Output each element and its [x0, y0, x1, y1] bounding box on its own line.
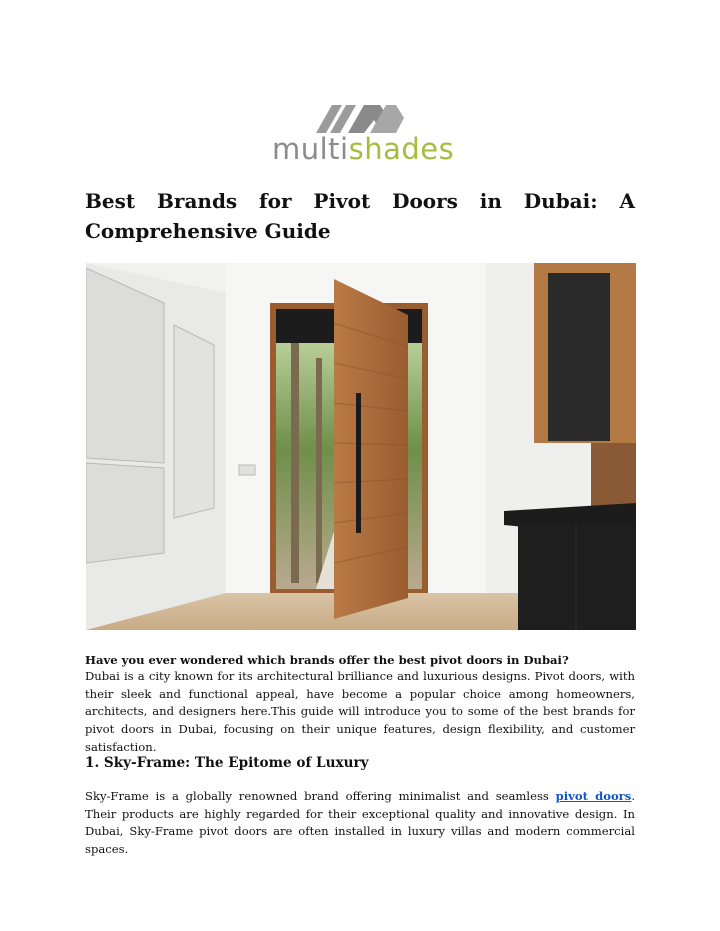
- multishades-logo: [272, 100, 455, 166]
- hero-image-pivot-door: [86, 263, 636, 630]
- page-title: Best Brands for Pivot Doors in Dubai: A Comprehensive Guide: [85, 189, 635, 243]
- section-heading-sky-frame: 1. Sky-Frame: The Epitome of Luxury: [85, 755, 369, 771]
- intro-question: Have you ever wondered which brands offer the best pivot doors in Dubai?: [85, 653, 569, 667]
- sky-frame-text-end: . Their products are highly regarded for their exceptional quality and innovative design. In Dubai, Sky-Frame pivot doors are often installed in luxury villas and modern commercial spaces.: [85, 789, 635, 857]
- logo-wordmark: multishades: [272, 132, 455, 166]
- sky-frame-paragraph: [85, 788, 635, 859]
- logo-mark-icon: [272, 100, 448, 134]
- sky-frame-text-start: Sky-Frame is a globally renowned brand offering minimalist and seamless: [85, 789, 556, 803]
- intro-paragraph: Dubai is a city known for its architectural brilliance and luxurious designs. Pivot doors, with their sleek and functional appeal, have become a popular choice among homeowners, architects, and designers here.This guide will introduce you to some of the best brands for pivot doors in Dubai, focusing on their unique features, design flexibility, and customer satisfaction.: [85, 669, 635, 754]
- pivot-doors-link[interactable]: pivot doors: [555, 789, 632, 803]
